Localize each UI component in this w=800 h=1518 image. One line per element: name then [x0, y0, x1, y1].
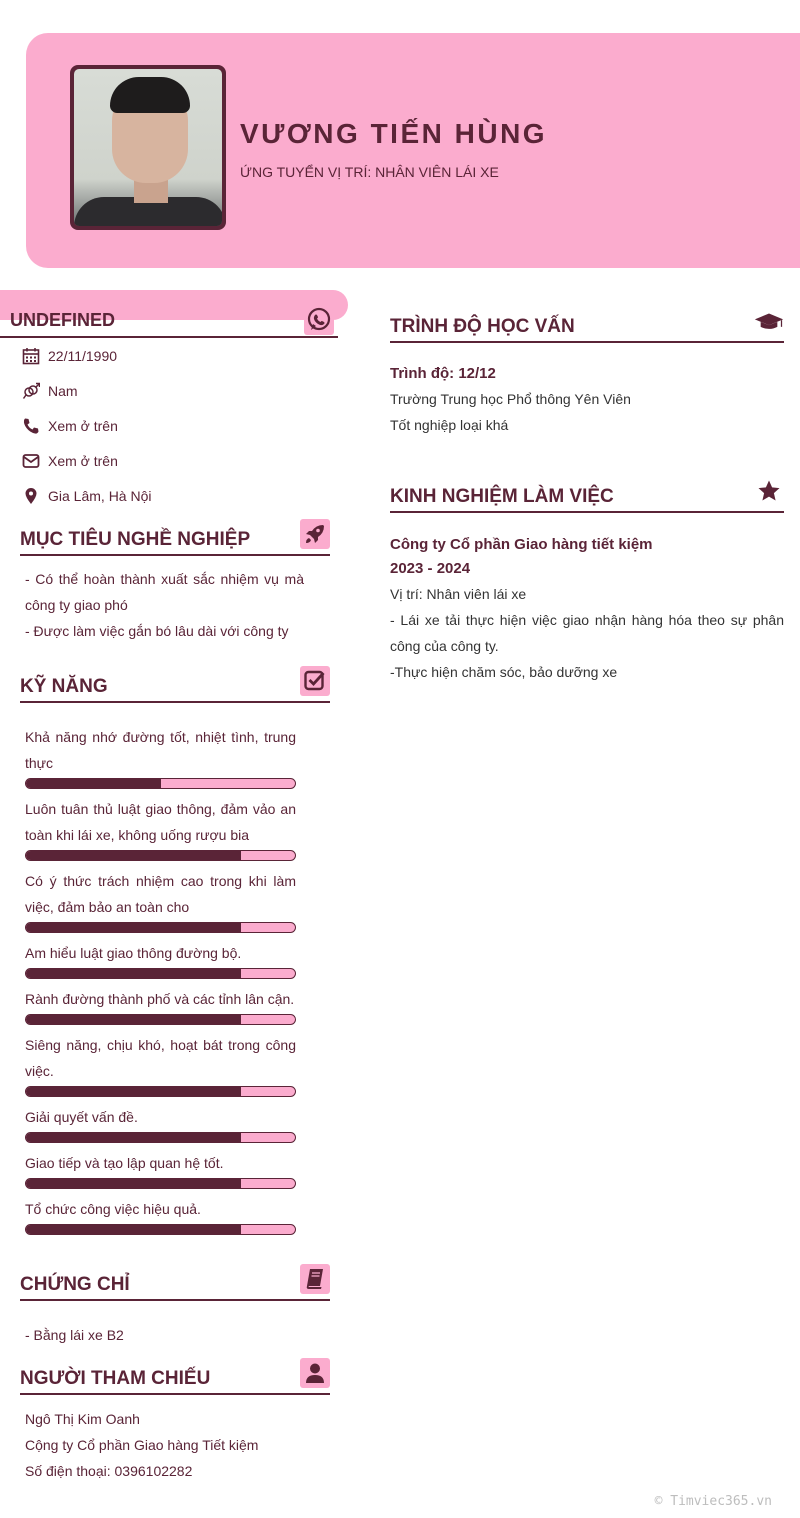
experience-role: Vị trí: Nhân viên lái xe — [390, 586, 527, 602]
skill-level-bar — [25, 778, 296, 789]
skill-level-fill — [26, 923, 241, 932]
star-icon — [754, 476, 784, 506]
contact-item-address — [20, 485, 151, 507]
contact-item-text: 22/11/1990 — [48, 348, 118, 364]
skill-item — [25, 1150, 296, 1189]
objective-line: - Có thể hoàn thành xuất sắc nhiệm vụ mà công ty giao phó — [25, 571, 304, 613]
certificates-text — [25, 1322, 304, 1348]
experience-company: Công ty Cổ phần Giao hàng tiết kiệm — [390, 536, 653, 553]
skill-label: Khả năng nhớ đường tốt, nhiệt tình, trung thực — [25, 729, 296, 771]
section-title: MỤC TIÊU NGHỀ NGHIỆP — [20, 529, 251, 550]
section-title: TRÌNH ĐỘ HỌC VẤN — [390, 316, 575, 337]
skill-item — [25, 986, 296, 1025]
skill-level-bar — [25, 1086, 296, 1097]
skill-item — [25, 868, 296, 933]
map-pin-icon — [20, 485, 42, 507]
skill-level-bar — [25, 1014, 296, 1025]
gender-icon — [20, 380, 42, 402]
experience-body — [390, 533, 784, 685]
skill-item — [25, 940, 296, 979]
skill-level-bar — [25, 922, 296, 933]
skill-label: Luôn tuân thủ luật giao thông, đảm vảo an toàn khi lái xe, không uống rượu bia — [25, 801, 296, 843]
certificates-header — [20, 1264, 330, 1301]
contact-item-text: Xem ở trên — [48, 418, 118, 434]
education-body — [390, 362, 784, 438]
reference-line: Ngô Thị Kim Oanh — [25, 1411, 140, 1427]
skill-label: Tổ chức công việc hiệu quả. — [25, 1201, 201, 1217]
skill-level-fill — [26, 1225, 241, 1234]
skill-level-fill — [26, 851, 241, 860]
watermark: © Timviec365.vn — [654, 1494, 772, 1509]
calendar-icon — [20, 345, 42, 367]
skill-label: Giao tiếp và tạo lập quan hệ tốt. — [25, 1155, 224, 1171]
graduation-cap-icon — [754, 306, 784, 336]
candidate-name: VƯƠNG TIẾN HÙNG — [240, 118, 548, 149]
contact-item-text: Gia Lâm, Hà Nội — [48, 488, 152, 504]
contact-item-phone — [20, 415, 118, 437]
contact-item-gender — [20, 380, 78, 402]
contact-item-birthday — [20, 345, 117, 367]
objective-text — [25, 566, 304, 644]
contact-item-text: Nam — [48, 383, 78, 399]
skill-item — [25, 1196, 296, 1235]
contact-title: UNDEFINED — [10, 310, 116, 330]
rocket-icon — [300, 519, 330, 549]
skill-level-bar — [25, 1178, 296, 1189]
reference-line: Số điện thoại: 0396102282 — [25, 1463, 193, 1479]
skill-level-fill — [26, 1179, 241, 1188]
skill-item — [25, 1032, 296, 1097]
experience-duty: -Thực hiện chăm sóc, bảo dưỡng xe — [390, 664, 618, 680]
references-header — [20, 1358, 330, 1395]
skill-level-fill — [26, 779, 161, 788]
contact-item-email — [20, 450, 118, 472]
avatar — [74, 69, 222, 226]
education-header — [390, 306, 784, 343]
objective-line: - Được làm việc gắn bó lâu dài với công ty — [25, 623, 289, 639]
section-title: KỸ NĂNG — [20, 676, 108, 697]
objective-header — [20, 520, 330, 556]
experience-header — [390, 476, 784, 513]
experience-duty: - Lái xe tải thực hiện việc giao nhận hàng hóa theo sự phân công của công ty. — [390, 612, 784, 654]
user-icon — [300, 1358, 330, 1388]
skill-item — [25, 1104, 296, 1143]
skills-header — [20, 666, 330, 703]
skill-level-fill — [26, 1133, 241, 1142]
skill-label: Siêng năng, chịu khó, hoạt bát trong công việc. — [25, 1037, 296, 1079]
contact-divider — [0, 336, 338, 338]
skill-level-bar — [25, 850, 296, 861]
skill-level-fill — [26, 969, 241, 978]
skill-label: Rành đường thành phố và các tỉnh lân cận. — [25, 991, 295, 1007]
experience-period: 2023 - 2024 — [390, 560, 471, 577]
applied-position: ỨNG TUYỂN VỊ TRÍ: NHÂN VIÊN LÁI XE — [240, 164, 499, 180]
whatsapp-icon — [304, 305, 334, 335]
reference-line: Cộng ty Cổ phần Giao hàng Tiết kiệm — [25, 1437, 259, 1453]
education-level: Trình độ: 12/12 — [390, 365, 496, 382]
education-grade: Tốt nghiệp loại khá — [390, 417, 509, 433]
profile-photo — [70, 65, 226, 230]
skill-level-fill — [26, 1087, 241, 1096]
section-title: CHỨNG CHỈ — [20, 1274, 130, 1295]
section-title: NGƯỜI THAM CHIẾU — [20, 1368, 211, 1389]
skill-item — [25, 796, 296, 861]
skill-label: Có ý thức trách nhiệm cao trong khi làm việc, đảm bảo an toàn cho — [25, 873, 296, 915]
skill-item — [25, 724, 296, 789]
checkbox-icon — [300, 666, 330, 696]
education-school: Trường Trung học Phổ thông Yên Viên — [390, 391, 631, 407]
book-icon — [300, 1264, 330, 1294]
skill-level-bar — [25, 1132, 296, 1143]
phone-icon — [20, 415, 42, 437]
skill-label: Am hiểu luật giao thông đường bộ. — [25, 945, 242, 961]
skill-level-bar — [25, 968, 296, 979]
envelope-icon — [20, 450, 42, 472]
contact-item-text: Xem ở trên — [48, 453, 118, 469]
skill-level-fill — [26, 1015, 241, 1024]
certificate-line: - Bằng lái xe B2 — [25, 1327, 124, 1343]
section-title: KINH NGHIỆM LÀM VIỆC — [390, 486, 614, 507]
references-text — [25, 1406, 304, 1484]
skill-label: Giải quyết vấn đề. — [25, 1109, 138, 1125]
skill-level-bar — [25, 1224, 296, 1235]
